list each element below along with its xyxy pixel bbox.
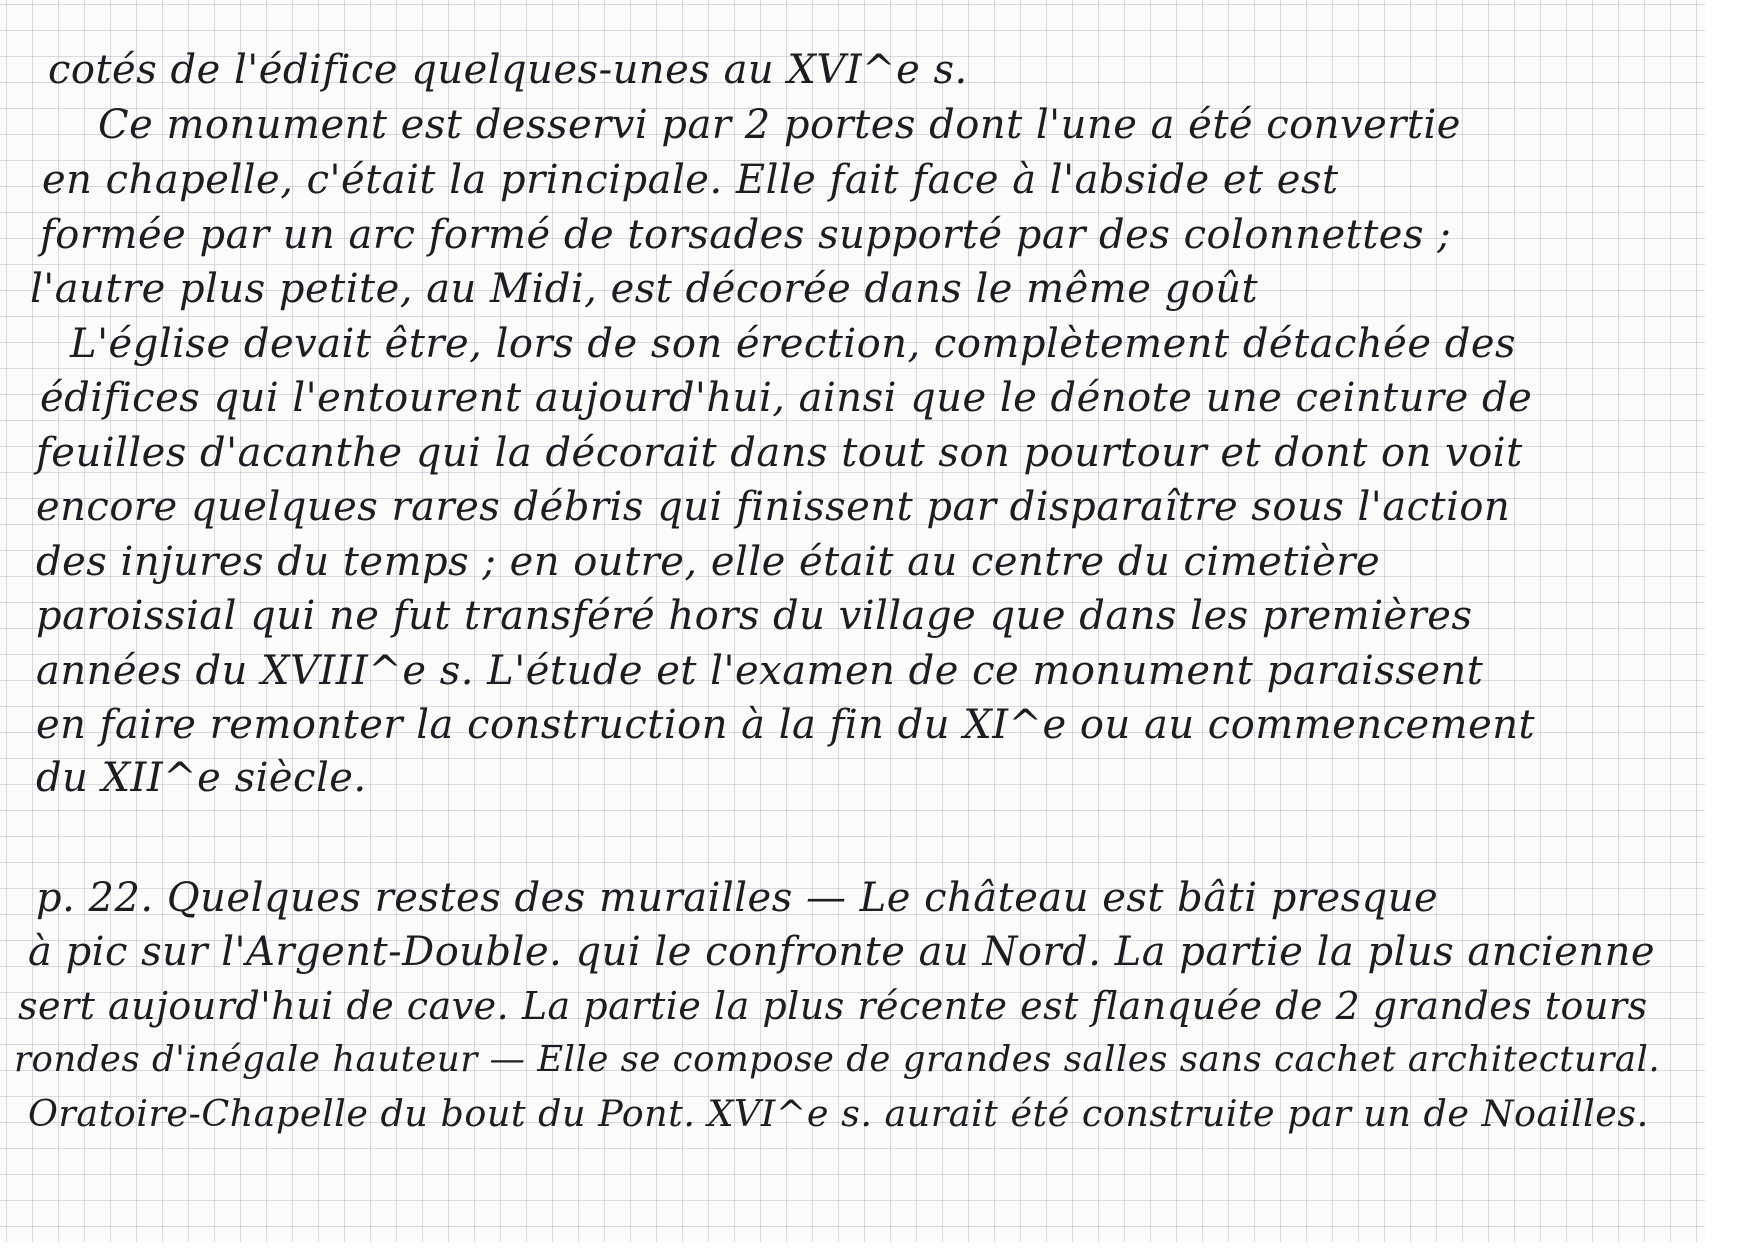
- text-line: feuilles d'acanthe qui la décorait dans tout son pourtour et dont on voit: [36, 430, 1523, 476]
- text-line: à pic sur l'Argent-Double. qui le confronte au Nord. La partie la plus ancienne: [28, 929, 1656, 975]
- text-line: en faire remonter la construction à la fin du XI^e ou au commencement: [36, 702, 1536, 748]
- text-line: encore quelques rares débris qui finissent par disparaître sous l'action: [36, 484, 1511, 530]
- text-line: en chapelle, c'était la principale. Elle fait face à l'abside et est: [42, 157, 1339, 203]
- text-line: p. 22. Quelques restes des murailles — Le château est bâti presque: [36, 875, 1439, 921]
- text-line: Ce monument est desservi par 2 portes dont l'une a été convertie: [98, 102, 1461, 148]
- text-line: années du XVIII^e s. L'étude et l'examen de ce monument paraissent: [36, 648, 1484, 694]
- page-margin: [1705, 0, 1742, 1249]
- text-line: Oratoire-Chapelle du bout du Pont. XVI^e s. aurait été construite par un de Noailles.: [28, 1092, 1649, 1135]
- text-line: sert aujourd'hui de cave. La partie la plus récente est flanquée de 2 grandes tours: [18, 984, 1648, 1028]
- text-line: des injures du temps ; en outre, elle était au centre du cimetière: [36, 539, 1381, 585]
- text-line: formée par un arc formé de torsades supporté par des colonnettes ;: [40, 212, 1452, 258]
- text-line: paroissial qui ne fut transféré hors du village que dans les premières: [36, 593, 1473, 639]
- text-line: du XII^e siècle.: [36, 755, 367, 801]
- text-line: édifices qui l'entourent aujourd'hui, ainsi que le dénote une ceinture de: [40, 375, 1533, 421]
- text-line: rondes d'inégale hauteur — Elle se compose de grandes salles sans cachet architectural.: [14, 1039, 1661, 1080]
- text-line: l'autre plus petite, au Midi, est décorée dans le même goût: [30, 266, 1259, 312]
- text-line: cotés de l'édifice quelques-unes au XVI^e s.: [48, 47, 968, 93]
- text-line: L'église devait être, lors de son érection, complètement détachée des: [70, 321, 1517, 367]
